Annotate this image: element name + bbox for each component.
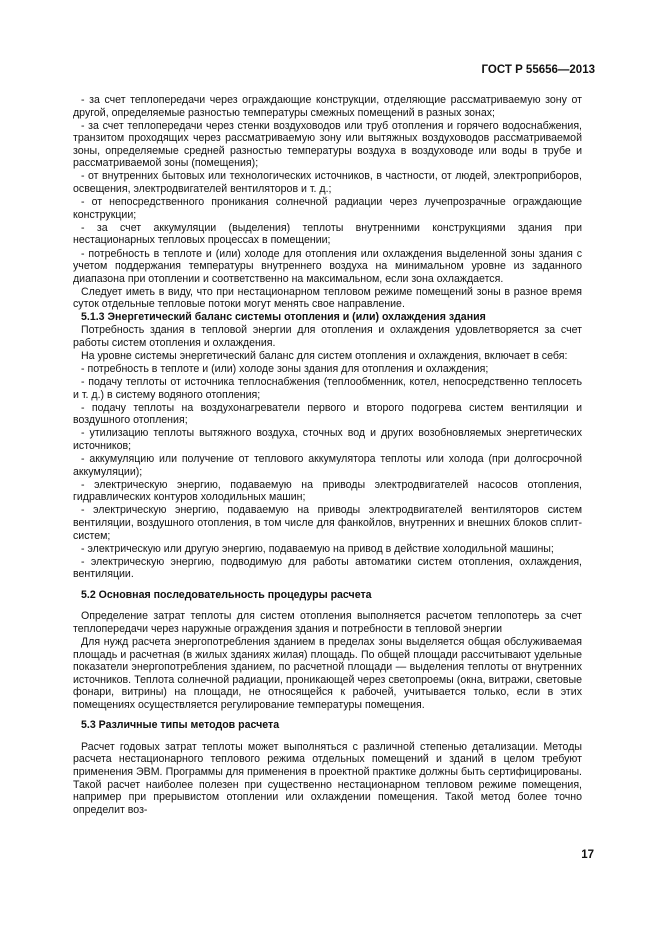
paragraph: - аккумуляцию или получение от теплового аккумулятора теплоты или холода (при долгосрочной аккумуляции); (73, 453, 582, 478)
subsection-heading: 5.1.3 Энергетический баланс системы отопления и (или) охлаждения здания (81, 311, 486, 324)
paragraph: - электрическую энергию, подаваемую на приводы электродвигателей вентиляторов систем вентиляции, воздушного отопления, в том числе для фанкойлов, внутренних и внешних блоков сплит-систем; (73, 504, 582, 542)
page-body (73, 94, 582, 817)
paragraph: - от непосредственного проникания солнечной радиации через лучепрозрачные ограждающие конструкции; (73, 196, 582, 221)
paragraph: - потребность в теплоте и (или) холоде для отопления или охлаждения выделенной зоны здания с учетом поддержания температуры внутреннего воздуха на минимальном уровне из заданного диапазона при отоплении и соответственно на максимальном, если зона охлаждается. (73, 247, 582, 285)
paragraph: Следует иметь в виду, что при нестационарном тепловом режиме помещений зоны в разное время суток отдельные тепловые потоки могут менять свое направление. (73, 285, 582, 311)
paragraph: Определение затрат теплоты для систем отопления выполняется расчетом теплопотерь за счет теплопередачи через наружные ограждения здания и потребности в тепловой энергии (73, 610, 582, 635)
document-header: ГОСТ Р 55656—2013 (481, 64, 595, 76)
paragraph: - за счет теплопередачи через ограждающие конструкции, отделяющие рассматриваемую зону от другой, определяемые разностью температуры смежных помещений в разных зонах; (73, 94, 582, 119)
paragraph: - подачу теплоты от источника теплоснабжения (теплообменник, котел, непосредственно теплосеть и т. д.) в систему водяного отопления; (73, 375, 582, 401)
paragraph: - электрическую энергию, подводимую для работы автоматики систем отопления, охлаждения, вентиляции. (73, 555, 582, 581)
paragraph: Для нужд расчета энергопотребления зданием в пределах зоны выделяется общая обслуживаемая площадь и расчетная (в жилых зданиях жилая) площадь. По общей площади рассчитывают удельные показатели энергопотребления зданием, по расчетной площади — выделения теплоты от внутренних источников. Теплота солнечной радиации, проникающей через светопроемы (окна, витражи, световые фонари, витрины) на площади, не относящейся к рабочей, учитывается только, если в этих помещениях осуществляется регулирование температуры помещения. (73, 636, 582, 711)
paragraph: На уровне системы энергетический баланс для систем отопления и охлаждения, включает в себя: (81, 349, 568, 362)
paragraph: Потребность здания в тепловой энергии для отопления и охлаждения удовлетворяется за счет работы систем отопления и охлаждения. (73, 324, 582, 349)
paragraph: - утилизацию теплоты вытяжного воздуха, сточных вод и других возобновляемых энергетических источников; (73, 427, 582, 452)
section-heading: 5.3 Различные типы методов расчета (81, 719, 280, 732)
paragraph: - подачу теплоты на воздухонагреватели первого и второго подогрева систем вентиляции и воздушного отопления; (73, 401, 582, 427)
section-heading: 5.2 Основная последовательность процедуры расчета (81, 588, 372, 601)
paragraph: - за счет теплопередачи через стенки воздуховодов или труб отопления и горячего водоснабжения, транзитом проходящих через рассматриваемую зону или вытяжных воздуховодов рассматриваемой зоны, определяемые средней разностью температуры воздуха в воздуховоде или воды в трубе и рассматриваемой зоны (помещения); (73, 119, 582, 170)
paragraph: Расчет годовых затрат теплоты может выполняться с различной степенью детализации. Методы расчета нестационарного теплового режима отдельных помещений и зданий в целом требуют применения ЭВМ. Программы для применения в проектной практике должны быть сертифицированы. Такой расчет наиболее полезен при существенно нестационарном тепловом режиме помещения, например при прерывистом отоплении или охлаждении помещения. Такой метод более точно определит воз- (73, 740, 582, 816)
page-number: 17 (581, 849, 594, 861)
paragraph: - за счет аккумуляции (выделения) теплоты внутренними конструкциями здания при нестационарных тепловых процессах в помещении; (73, 221, 582, 247)
paragraph: - электрическую или другую энергию, подаваемую на привод в действие холодильной машины; (81, 542, 554, 555)
paragraph: - электрическую энергию, подаваемую на приводы электродвигателей насосов отопления, гидравлических контуров холодильных машин; (73, 478, 582, 504)
paragraph: - от внутренних бытовых или технологических источников, в частности, от людей, электроприборов, освещения, электродвигателей вентиляторов и т. д.; (73, 170, 582, 196)
paragraph: - потребность в теплоте и (или) холоде зоны здания для отопления и охлаждения; (81, 362, 489, 375)
